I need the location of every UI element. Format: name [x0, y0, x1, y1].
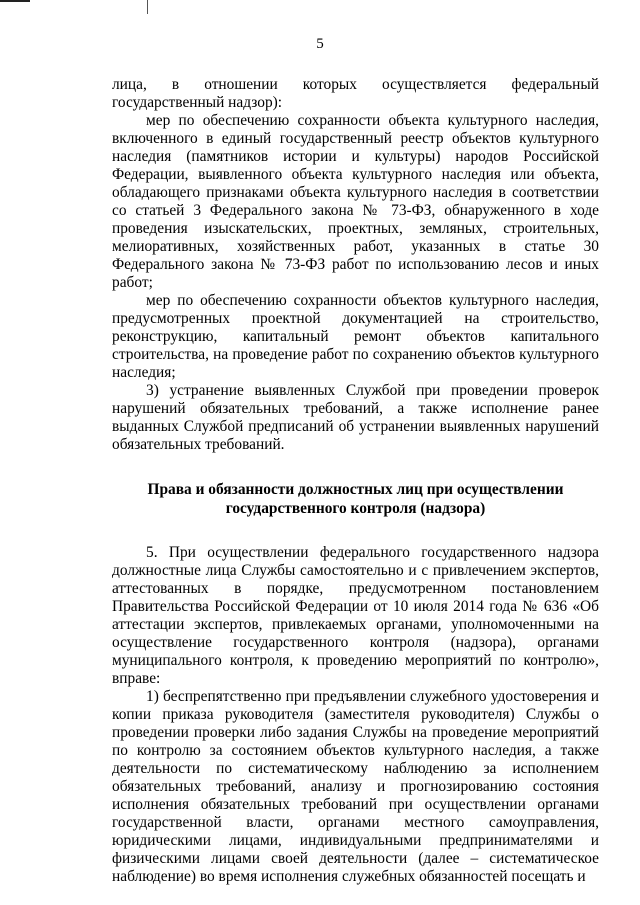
paragraph-project-documentation-measures: мер по обеспечению сохранности объектов культурного наследия, предусмотренных проектной документацией на строительство, реконструкцию, капитальный ремонт объектов капитального строительства, на проведение работ по сохранению объектов культурного наследия;: [112, 292, 599, 381]
paragraph-unobstructed-access: 1) беспрепятственно при предъявлении служебного удостоверения и копии приказа руководителя (заместителя руководителя) Службы о проведении проверки либо задания Службы на проведение мероприятий по контролю за состоянием объектов культурного наследия, а также деятельности по систематическому наблюдению за исполнением обязательных требований, анализу и прогнозированию состояния исполнения обязательных требований при осуществлении органами государственной власти, органами местного самоуправления, юридическими лицами, индивидуальными предпринимателями и физическими лицами своей деятельности (далее – систематическое наблюдение) во время исполнения служебных обязанностей посещать и: [112, 688, 599, 885]
document-body: [112, 76, 599, 886]
page-number: 5: [316, 36, 324, 52]
paragraph-officials-rights: 5. При осуществлении федерального государственного надзора должностные лица Службы самостоятельно и с привлечением экспертов, аттестованных в порядке, предусмотренном постановлением Правительства Российской Федерации от 10 июля 2014 года № 636 «Об аттестации экспертов, привлекаемых органами, уполномоченными на осуществление государственного контроля (надзора), органами муниципального контроля, к проведению мероприятий по контролю», вправе:: [112, 544, 599, 687]
paragraph-continuation: лица, в отношении которых осуществляется федеральный государственный надзор):: [112, 76, 599, 111]
paragraph-violation-remedy: 3) устранение выявленных Службой при проведении проверок нарушений обязательных требований, а также исполнение ранее выданных Службой предписаний об устранении выявленных нарушений обязательных требований.: [112, 382, 599, 453]
scan-tick-mark: [147, 0, 148, 14]
paragraph-cultural-heritage-object-measures: мер по обеспечению сохранности объекта культурного наследия, включенного в единый государственный реестр объектов культурного наследия (памятников истории и культуры) народов Российской Федерации, выявленного объекта культурного наследия или объекта, обладающего признаками объекта культурного наследия в соответствии со статьей 3 Федерального закона № 73-ФЗ, обнаруженного в ходе проведения изыскательских, проектных, земляных, строительных, мелиоративных, хозяйственных работ, указанных в статье 30 Федерального закона № 73-ФЗ работ по использованию лесов и иных работ;: [112, 112, 599, 291]
section-heading-line-2: государственного контроля (надзора): [225, 500, 486, 517]
section-heading: [112, 480, 599, 518]
corner-scan-mark: [0, 0, 30, 2]
section-heading-line-1: Права и обязанности должностных лиц при осуществлении: [147, 481, 564, 498]
